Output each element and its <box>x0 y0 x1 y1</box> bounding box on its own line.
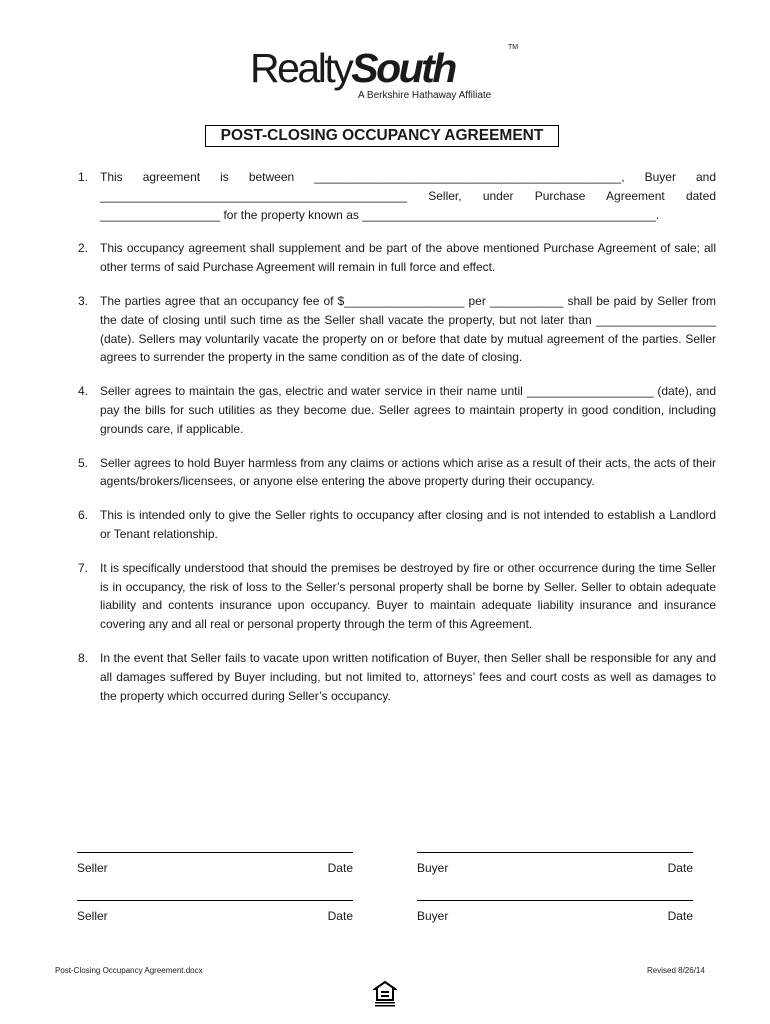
buyer-signature-block-1[interactable] <box>417 852 693 875</box>
clause-text: This agreement is between ______________________________________________, Buyer and ______________________________________________ Seller, under Purchase Agreement dated __________________ for the property known as ____________________________________________. <box>100 170 716 222</box>
clause-4 <box>78 382 716 438</box>
signature-line[interactable] <box>77 852 353 853</box>
clause-3 <box>78 292 716 367</box>
realtysouth-logo <box>250 44 522 106</box>
clause-text: In the event that Seller fails to vacate upon written notification of Buyer, then Seller shall be responsible for any and all damages suffered by Buyer including, but not limited to, attorneys’ fees and court costs as well as damages to the property which occurred during Seller’s occupancy. <box>100 650 716 703</box>
clause-5 <box>78 454 716 492</box>
seller-label: Seller <box>77 861 108 875</box>
seller-label: Seller <box>77 909 108 923</box>
clause-text: It is specifically understood that should the premises be destroyed by fire or other occurrence during the time Seller is in occupancy, the risk of loss to the Seller’s personal property shall be borne by Seller. Seller to obtain adequate liability and contents insurance upon occupancy. Buyer to maintain adequate liability insurance and insurance covering any and all real or personal property through the term of this Agreement. <box>100 560 716 632</box>
logo-tagline: A Berkshire Hathaway Affiliate <box>358 90 492 101</box>
buyer-signature-block-2[interactable] <box>417 900 693 923</box>
footer-revised: Revised 8/26/14 <box>647 966 705 975</box>
clause-text: This occupancy agreement shall supplement and be part of the above mentioned Purchase Agreement of sale; all other terms of said Purchase Agreement will remain in full force and effect. <box>100 241 716 275</box>
date-label: Date <box>327 861 353 875</box>
logo-word-realty: Realty <box>250 45 352 91</box>
clause-text: Seller agrees to maintain the gas, electric and water service in their name until ___________________ (date), and pay the bills for such utilities as they become due. Seller agrees to maintain property in good condition, including grounds care, if applicable. <box>100 384 716 436</box>
clause-number: 3. <box>78 293 89 308</box>
seller-signature-block-1[interactable] <box>77 852 353 875</box>
logo-word-south: South <box>351 45 455 91</box>
date-label: Date <box>667 909 693 923</box>
clause-6 <box>78 506 716 544</box>
footer-filename: Post-Closing Occupancy Agreement.docx <box>55 966 203 975</box>
clause-number: 8. <box>78 650 89 665</box>
equal-housing-opportunity-icon <box>373 980 397 1008</box>
clause-8 <box>78 649 716 705</box>
clause-number: 2. <box>78 241 89 256</box>
clause-2 <box>78 239 716 277</box>
clause-number: 4. <box>78 384 89 399</box>
date-label: Date <box>327 909 353 923</box>
clause-1 <box>78 168 716 224</box>
buyer-label: Buyer <box>417 861 449 875</box>
clause-number: 1. <box>78 170 89 184</box>
clause-text: This is intended only to give the Seller rights to occupancy after closing and is not intended to establish a Landlord or Tenant relationship. <box>100 508 716 541</box>
signature-line[interactable] <box>417 852 693 853</box>
logo-trademark: TM <box>508 44 519 51</box>
clause-number: 6. <box>78 508 89 523</box>
clause-7 <box>78 559 716 634</box>
date-label: Date <box>667 861 693 875</box>
signature-line[interactable] <box>417 900 693 901</box>
seller-signature-block-2[interactable] <box>77 900 353 923</box>
buyer-label: Buyer <box>417 909 449 923</box>
clause-text: The parties agree that an occupancy fee of $__________________ per ___________ shall be paid by Seller from the date of closing until such time as the Seller shall vacate the property, but not later than __________________ (date). Sellers may voluntarily vacate the property on or before that date by mutual agreement of the parties. Seller agrees to surrender the property in the same condition as of the date of closing. <box>100 293 716 365</box>
clause-number: 5. <box>78 455 89 470</box>
clause-text: Seller agrees to hold Buyer harmless from any claims or actions which arise as a result of their acts, the acts of their agents/brokers/licensees, or anyone else entering the above property during their occupancy. <box>100 455 716 489</box>
agreement-clauses <box>78 168 716 720</box>
clause-number: 7. <box>78 560 89 575</box>
signature-line[interactable] <box>77 900 353 901</box>
document-title: POST-CLOSING OCCUPANCY AGREEMENT <box>205 125 559 147</box>
